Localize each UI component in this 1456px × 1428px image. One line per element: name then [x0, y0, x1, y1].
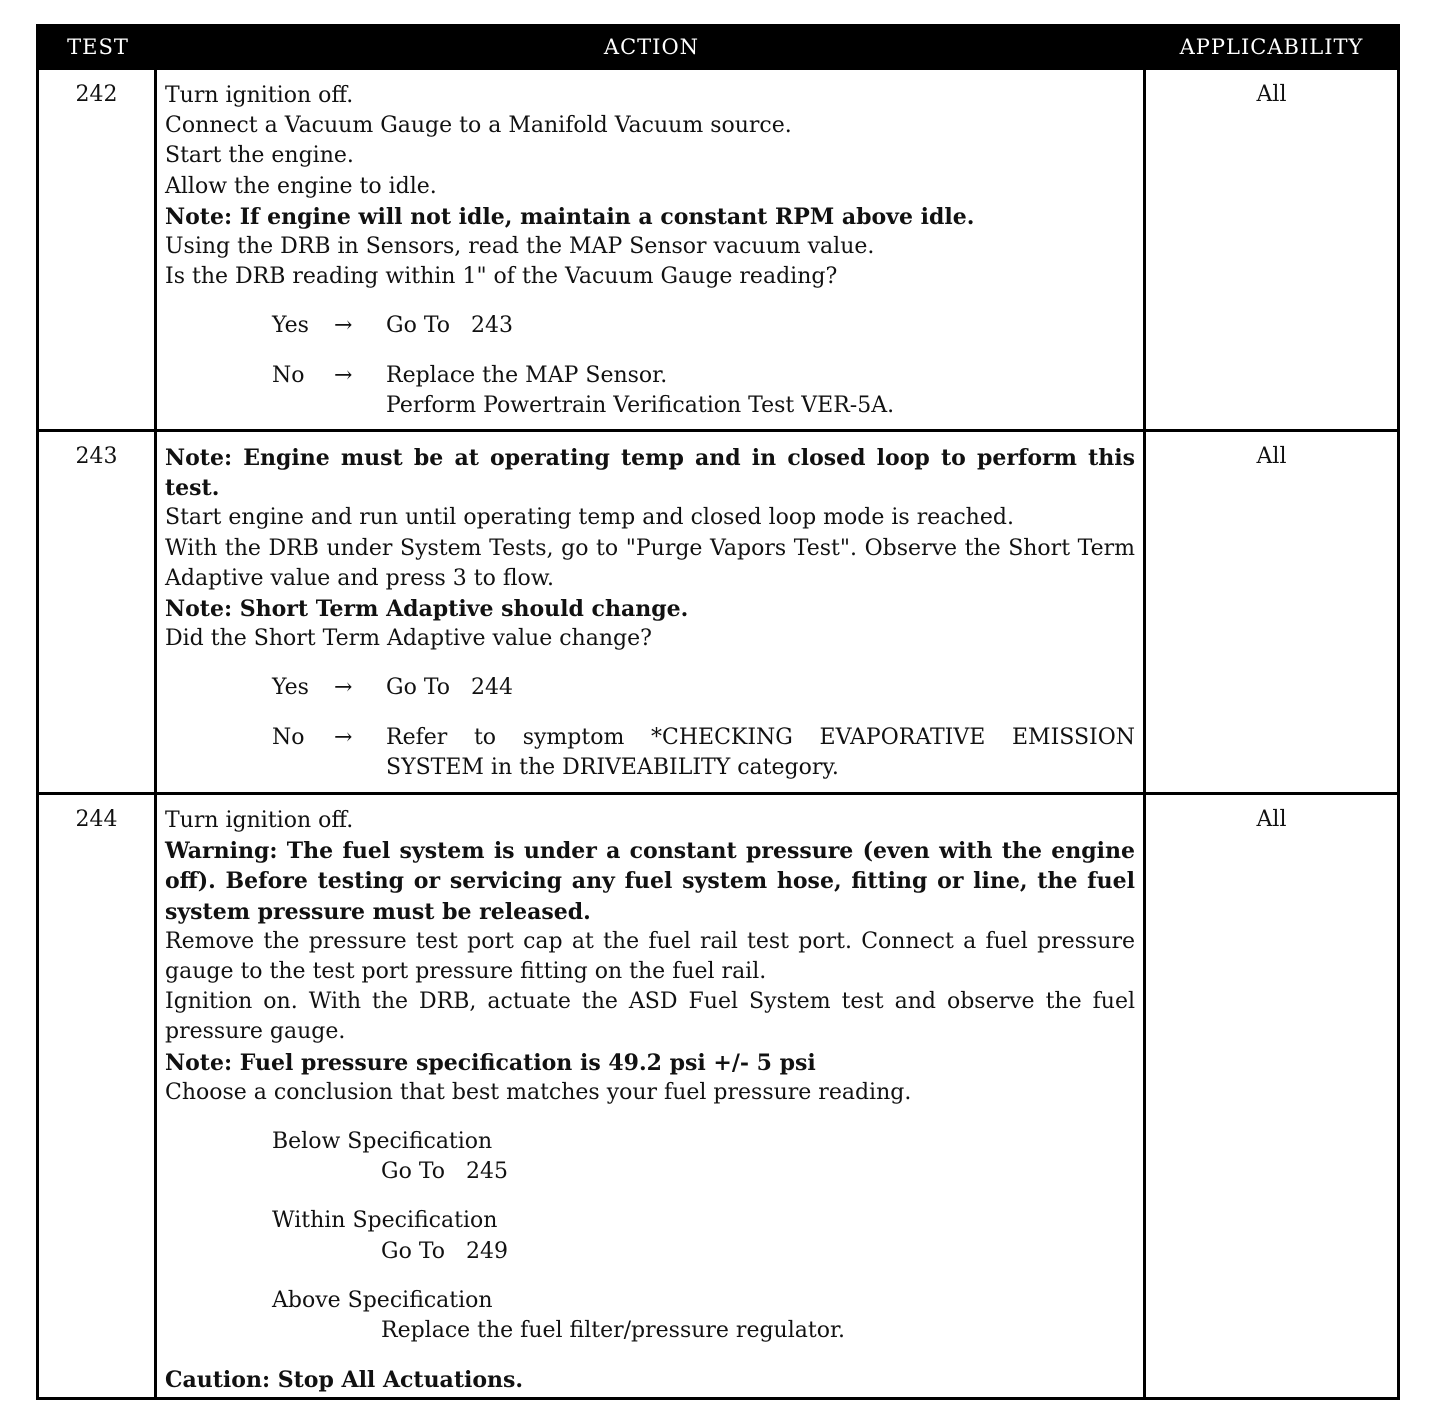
arrow-right-icon: →: [334, 313, 353, 339]
no-label: No: [272, 724, 305, 750]
yes-branch: [272, 673, 1135, 703]
no-result: [386, 361, 1135, 421]
test-number: 243: [39, 432, 157, 792]
header-action: ACTION: [603, 35, 700, 59]
action-line: Ignition on. With the DRB, actuate the ASD Fuel System test and observe the fuel pressure gauge.: [165, 989, 1135, 1045]
action-line: Remove the pressure test port cap at the fuel rail test port. Connect a fuel pressure gauge to the test port pressure fitting on the fuel rail.: [165, 928, 1135, 985]
table-header: [39, 27, 1397, 67]
conclusion-label: Within Specification: [272, 1208, 498, 1234]
action-note: Note: Short Term Adaptive should change.: [165, 596, 689, 623]
action-line: Did the Short Term Adaptive value change?: [165, 626, 652, 652]
table-row: [39, 67, 1397, 429]
action-cell: [157, 432, 1146, 792]
yes-label: Yes: [272, 313, 309, 339]
action-line: Connect a Vacuum Gauge to a Manifold Vacuum source.: [165, 113, 792, 139]
conclusion-label: Below Specification: [272, 1129, 493, 1155]
no-result: Refer to symptom *CHECKING EVAPORATIVE EMISSION SYSTEM in the DRIVEABILITY category.: [386, 724, 1135, 780]
applicability-value: All: [1256, 82, 1287, 107]
diagnostic-table: [36, 24, 1400, 1400]
action-line: Choose a conclusion that best matches your fuel pressure reading.: [165, 1079, 912, 1105]
conclusion-result: Go To 249: [381, 1238, 508, 1264]
action-line: Turn ignition off.: [165, 83, 354, 108]
test-number: 244: [39, 795, 157, 1400]
conclusion: [272, 1286, 1135, 1346]
conclusion-label: Above Specification: [272, 1287, 493, 1313]
action-line: Is the DRB reading within 1" of the Vacuum Gauge reading?: [165, 264, 838, 290]
arrow-right-icon: →: [334, 675, 353, 701]
applicability-value: All: [1256, 444, 1287, 469]
arrow-right-icon: →: [334, 362, 353, 388]
action-line: Allow the engine to idle.: [165, 173, 437, 199]
action-line: Start the engine.: [165, 143, 354, 169]
action-cell: [157, 70, 1146, 429]
test-number: 242: [39, 70, 157, 429]
no-label: No: [272, 362, 305, 388]
action-note: Note: Engine must be at operating temp and in closed loop to perform this test.: [165, 445, 1135, 502]
yes-result: Go To 244: [386, 675, 513, 701]
arrow-right-icon: →: [334, 724, 353, 750]
applicability-value: All: [1256, 807, 1287, 832]
action-note: Note: Fuel pressure specification is 49.2 psi +/- 5 psi: [165, 1049, 816, 1076]
conclusion-result: Replace the fuel filter/pressure regulator.: [381, 1318, 846, 1344]
header-applicability: APPLICABILITY: [1179, 35, 1364, 59]
action-line: Using the DRB in Sensors, read the MAP Sensor vacuum value.: [165, 234, 875, 260]
table-row: [39, 429, 1397, 792]
yes-label: Yes: [272, 675, 309, 701]
action-warning: Warning: The fuel system is under a constant pressure (even with the engine off). Before testing or servicing any fuel system hose, fitting or line, the fuel system pressure must be released.: [165, 838, 1135, 925]
action-caution: Caution: Stop All Actuations.: [165, 1367, 524, 1394]
no-branch: [272, 723, 1135, 783]
yes-result: Go To 243: [386, 313, 513, 339]
conclusion: [272, 1206, 1135, 1266]
no-result-line: Replace the MAP Sensor.: [386, 362, 668, 388]
action-cell: [157, 795, 1146, 1400]
conclusion: [272, 1127, 1135, 1187]
table-row: [39, 792, 1397, 1400]
conclusion-result: Go To 245: [381, 1159, 508, 1185]
action-line: With the DRB under System Tests, go to "Purge Vapors Test". Observe the Short Term Adaptive value and press 3 to flow.: [165, 535, 1135, 591]
action-note: Note: If engine will not idle, maintain a constant RPM above idle.: [165, 203, 975, 230]
no-branch: [272, 361, 1135, 421]
action-line: Start engine and run until operating temp and closed loop mode is reached.: [165, 505, 1014, 531]
yes-branch: [272, 311, 1135, 341]
no-result-line: Perform Powertrain Verification Test VER-5A.: [386, 392, 895, 418]
action-line: Turn ignition off.: [165, 808, 354, 833]
header-test: TEST: [67, 35, 129, 59]
